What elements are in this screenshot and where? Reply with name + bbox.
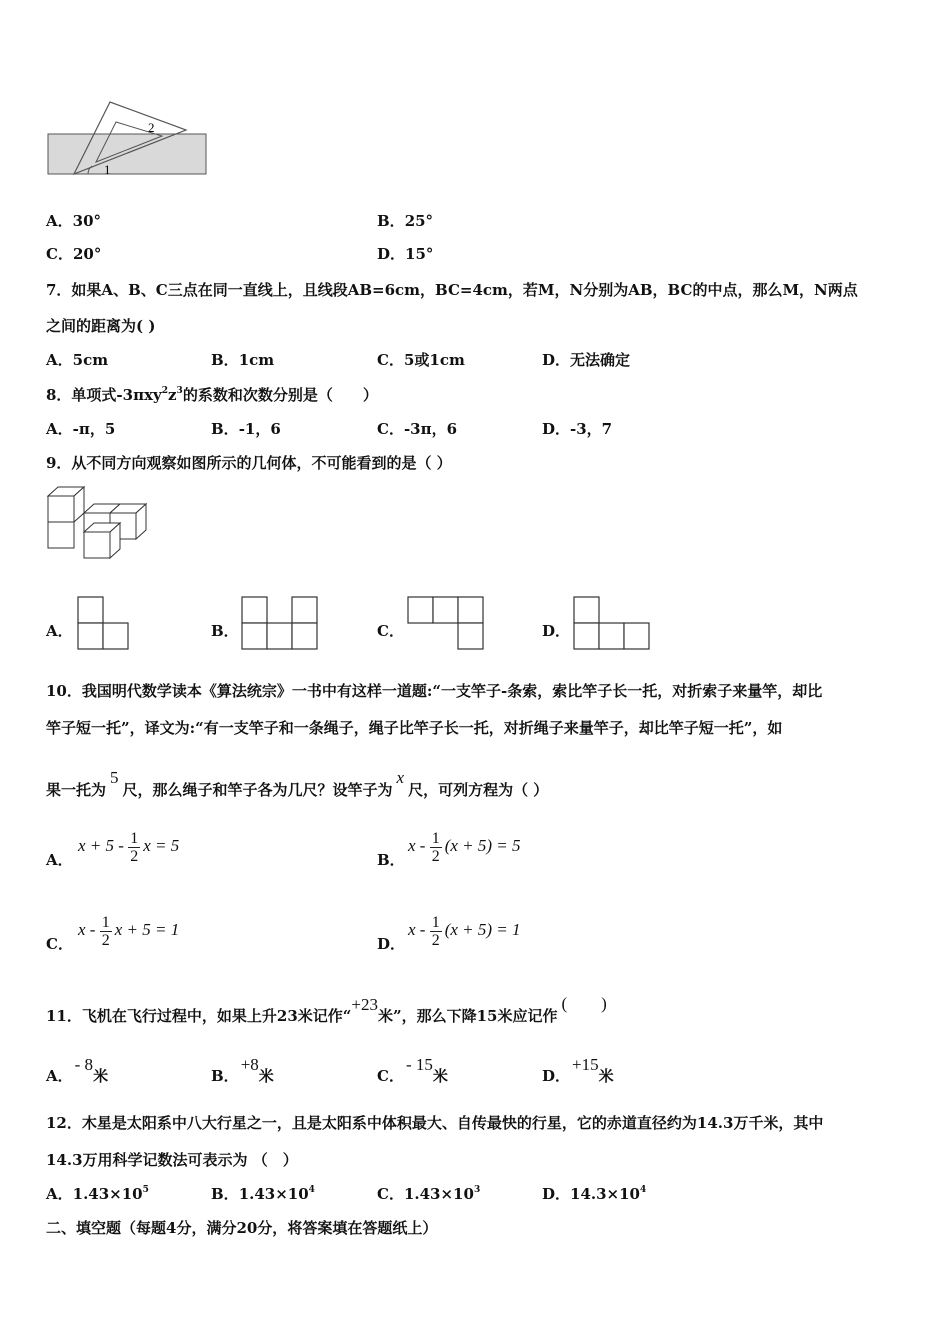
q11-stem: 11．飞机在飞行过程中，如果上升23米记作“+23米”，那么下降15米应记作( )	[46, 994, 607, 1025]
q6-option-c[interactable]: C．20°	[46, 245, 102, 263]
q8-option-d[interactable]: D．-3，7	[542, 420, 613, 438]
q7-stem-line1: 7．如果A、B、C三点在同一直线上，且线段AB=6cm，BC=4cm，若M，N分别为AB，BC的中点，那么M，N两点	[46, 281, 858, 299]
q6-ruler-triangle-figure	[44, 96, 214, 180]
q10-option-a[interactable]: A．	[46, 851, 73, 869]
q7-option-c[interactable]: C．5或1cm	[377, 351, 465, 369]
q10-option-c-formula: x - $\frac{1}{2}$ x + 5 = 1	[78, 913, 180, 949]
q10-option-d-formula: x - $\frac{1}{2}$ (x + 5) = 1	[408, 913, 521, 949]
q9-cube-solid-figure	[44, 484, 144, 564]
q6-angle-label-2: 2	[148, 120, 155, 135]
q9-option-b-view[interactable]	[241, 596, 319, 650]
q11-option-d[interactable]: D．+15米	[542, 1055, 614, 1085]
q9-stem: 9．从不同方向观察如图所示的几何体，不可能看到的是（ ）	[46, 454, 452, 472]
q10-option-d[interactable]: D．	[377, 935, 406, 953]
q10-option-b[interactable]: B．	[377, 851, 405, 869]
q8-option-a[interactable]: A．-π，5	[46, 420, 116, 438]
q10-stem-line2: 竿子短一托”，译文为:“有一支竿子和一条绳子，绳子比竿子长一托，对折绳子来量竿子，却比竿子短一托”，如	[46, 719, 783, 737]
q9-option-d-view[interactable]	[573, 596, 651, 650]
q12-option-a[interactable]: A．$1.43\times 10^5$	[46, 1185, 149, 1203]
q8-option-b[interactable]: B．-1，6	[211, 420, 281, 438]
q9-option-c-view[interactable]	[407, 596, 485, 650]
q9-option-a[interactable]: A．	[46, 622, 73, 640]
q7-option-a[interactable]: A．5cm	[46, 351, 109, 369]
q9-option-a-view[interactable]	[77, 596, 129, 650]
q10-stem-line1: 10．我国明代数学读本《算法统宗》一书中有这样一道题:“一支竿子-条索，索比竿子长一托，对折索子来量竿，却比	[46, 682, 823, 700]
q9-option-d[interactable]: D．	[542, 622, 571, 640]
q12-option-b[interactable]: B．$1.43\times 10^4$	[211, 1185, 315, 1203]
q11-option-a[interactable]: A．- 8米	[46, 1055, 109, 1085]
q12-stem-line1: 12．木星是太阳系中八大行星之一，且是太阳系中体积最大、自传最快的行星，它的赤道直径约为14.3万千米，其中	[46, 1114, 824, 1132]
q8-stem: 8．单项式$-3\pi xy^2z^3$的系数和次数分别是（ ）	[46, 386, 378, 404]
q6-option-b[interactable]: B．25°	[377, 212, 434, 230]
q9-option-b[interactable]: B．	[211, 622, 239, 640]
q6-angle-label-1: 1	[104, 162, 111, 177]
q8-option-c[interactable]: C．-3π，6	[377, 420, 458, 438]
q11-option-b[interactable]: B．+8米	[211, 1055, 274, 1085]
q10-option-c[interactable]: C．	[46, 935, 73, 953]
section-2-heading: 二、填空题（每题4分，满分20分，将答案填在答题纸上）	[46, 1219, 438, 1237]
q9-option-c[interactable]: C．	[377, 622, 404, 640]
q6-option-a[interactable]: A．30°	[46, 212, 102, 230]
q10-option-a-formula: x + 5 - $\frac{1}{2}$ x = 5	[78, 829, 180, 865]
q7-stem-line2: 之间的距离为( )	[46, 317, 156, 335]
q7-option-b[interactable]: B．1cm	[211, 351, 275, 369]
q12-stem-line2: 14.3万用科学记数法可表示为 （ ）	[46, 1151, 298, 1169]
q12-option-c[interactable]: C．$1.43\times 10^3$	[377, 1185, 481, 1203]
q6-option-d[interactable]: D．15°	[377, 245, 434, 263]
q10-option-b-formula: x - $\frac{1}{2}$ (x + 5) = 5	[408, 829, 521, 865]
q10-stem-line3: 果一托为5尺，那么绳子和竿子各为几尺？设竿子为x尺，可列方程为（ ）	[46, 768, 549, 799]
q12-option-d[interactable]: D．$14.3\times 10^4$	[542, 1185, 647, 1203]
q11-option-c[interactable]: C．- 15米	[377, 1055, 448, 1085]
q7-option-d[interactable]: D．无法确定	[542, 351, 631, 369]
